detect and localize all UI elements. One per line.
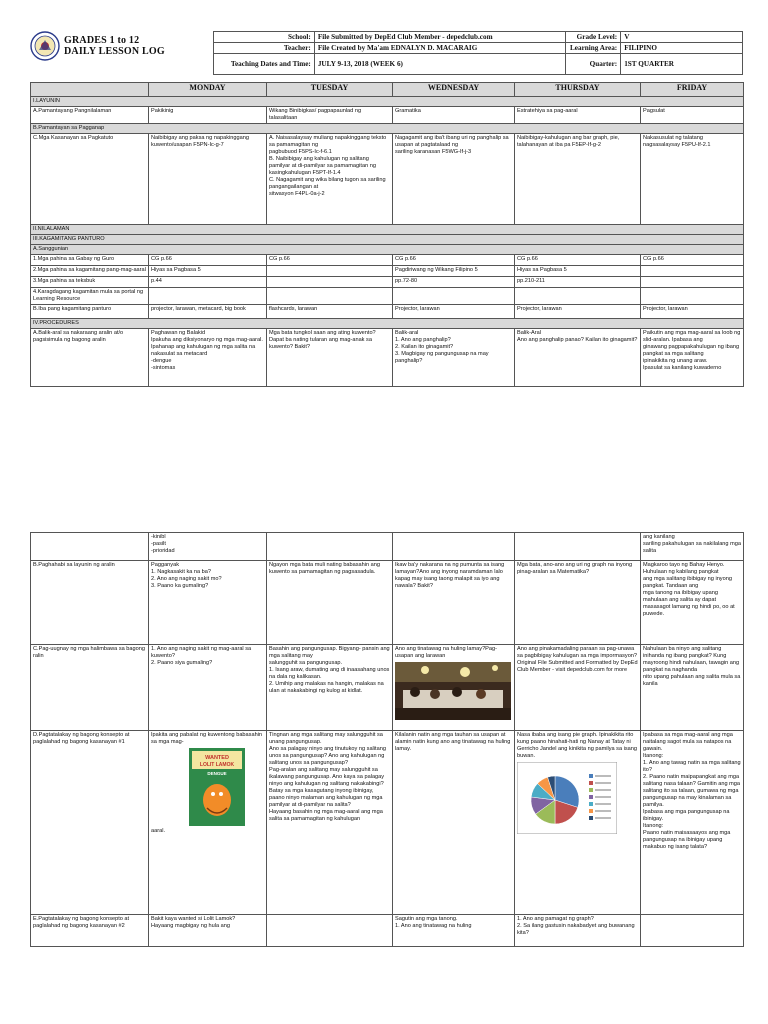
legend-line	[595, 810, 611, 812]
cell-thursday	[515, 561, 641, 645]
cell-text: Nasa ibaba ang isang pie graph. Ipinakikita rito kung paano hinahati-hati ng Nanay at Tatay ni Gerricho Jandel ang kinikita ng pamilya sa isang buwan.	[517, 732, 638, 759]
budget-pie-chart	[517, 762, 617, 834]
row-label: A.Pamantayang Pangnilalaman	[31, 107, 149, 124]
row-label: 2.Mga pahina sa kagamitang pang-mag-aaral	[31, 266, 149, 277]
cell-monday	[149, 266, 267, 277]
daily-lesson-log-label: DAILY LESSON LOG	[64, 46, 165, 57]
header-row-dates	[214, 54, 743, 75]
cell-text: Estratehiya sa pag-aaral	[517, 108, 578, 114]
deped-seal-logo	[30, 31, 60, 61]
cell-friday	[641, 731, 744, 915]
row-label	[31, 533, 149, 561]
book-cover-image	[189, 748, 245, 826]
cell-text: Ipakita ang pabalat ng kuwentong babasahin sa mga mag-	[151, 732, 263, 745]
cell-text: Mga bata tungkol saan ang ating kuwento? Dapat ba nating tularan ang mag-anak sa kuwento? Bakit?	[269, 330, 376, 350]
cell-tuesday	[267, 915, 393, 947]
cell-thursday	[515, 915, 641, 947]
cell-monday	[149, 533, 267, 561]
cell-text: CG p.66	[151, 256, 172, 262]
legend-line	[595, 789, 611, 791]
cell-monday	[149, 731, 267, 915]
cell-tuesday	[267, 305, 393, 319]
section-heading: B.Pamantayan sa Pagganap	[31, 124, 744, 134]
cell-tuesday	[267, 134, 393, 225]
day-header-monday: MONDAY	[149, 83, 267, 97]
svg-text:DENGUE: DENGUE	[207, 771, 227, 776]
cell-tuesday	[267, 533, 393, 561]
cell-wednesday	[393, 731, 515, 915]
legend-line	[595, 803, 611, 805]
cell-monday	[149, 561, 267, 645]
section-heading: IV.PROCEDURES	[31, 319, 744, 329]
cell-text: Pagganyak 1. Nagkasakit ka na ba? 2. Ano ang naging sakit mo? 3. Paano ka gumaling?	[151, 562, 222, 589]
cell-wednesday	[393, 533, 515, 561]
table-row	[31, 107, 744, 124]
day-header-friday: FRIDAY	[641, 83, 744, 97]
cell-monday	[149, 329, 267, 387]
cell-friday	[641, 255, 744, 266]
table-row	[31, 225, 744, 235]
row-label: 3.Mga pahina sa teksbuk	[31, 277, 149, 288]
lesson-plan-body-page1	[31, 97, 744, 387]
cell-text: Nahulaan ba ninyo ang salitang inihanda ng ibang pangkat? Kung mayroong hindi nahulaan, tawagin ang pangkat na naghanda nito upang pahulaan ang salita mula sa kanila	[643, 646, 741, 687]
cell-text: Ano ang pinakamadaling paraan sa pag-unawa sa pagbibigay kahulugan sa mga impormasyon? Original File Submitted and Formatted by DepEd Club Member - visit depedclub.com for more	[517, 646, 638, 673]
section-heading: III.KAGAMITANG PANTURO	[31, 235, 744, 245]
row-label: 1.Mga pahina sa Gabay ng Guro	[31, 255, 149, 266]
cell-text: projector, larawan, metacard, big book	[151, 306, 246, 312]
day-header-tuesday: TUESDAY	[267, 83, 393, 97]
cell-friday	[641, 266, 744, 277]
table-row	[31, 97, 744, 107]
cell-monday	[149, 915, 267, 947]
table-row	[31, 329, 744, 387]
cell-text: Gramatika	[395, 108, 421, 114]
quarter-label: Quarter:	[566, 54, 621, 75]
table-row	[31, 645, 744, 731]
cell-text: Hiyas sa Pagbasa 5	[517, 267, 567, 273]
cell-tuesday	[267, 277, 393, 288]
table-row	[31, 305, 744, 319]
svg-text:LOLIT LAMOK: LOLIT LAMOK	[199, 762, 235, 768]
legend-swatch	[589, 816, 593, 820]
cell-monday	[149, 645, 267, 731]
day-header-blank	[31, 83, 149, 97]
row-label: B.Iba pang kagamitang panturo	[31, 305, 149, 319]
teacher-value: File Created by Ma'am EDNALYN D. MACARAIG	[314, 43, 565, 54]
cell-text: flashcards, larawan	[269, 306, 318, 312]
cell-wednesday	[393, 561, 515, 645]
legend-line	[595, 796, 611, 798]
cell-thursday	[515, 305, 641, 319]
cell-wednesday	[393, 329, 515, 387]
cell-text: Wikang Binibigkas/ pagpapaunlad ng talasalitaan	[269, 108, 362, 121]
cell-text-tail: aaral.	[151, 828, 165, 834]
cell-tuesday	[267, 561, 393, 645]
cell-thursday	[515, 266, 641, 277]
cell-text: Pagsulat	[643, 108, 665, 114]
table-row	[31, 255, 744, 266]
cell-text: Pakikinig	[151, 108, 174, 114]
row-label: E.Pagtatalakay ng bagong konsepto at paglalahad ng bagong kasanayan #2	[31, 915, 149, 947]
day-header-wednesday: WEDNESDAY	[393, 83, 515, 97]
cell-thursday	[515, 329, 641, 387]
quarter-value: 1ST QUARTER	[621, 54, 743, 75]
legend-line	[595, 782, 611, 784]
cell-text: Basahin ang pangungusap. Bigyang- pansin ang mga salitang may salungguhit sa pangungusap. 1. Isang araw, dumating ang di inaasahang unos na dala ng kalikasan. 2. Umihip ang malakas na hangin, malakas na ulan at nakakabingi ng kulog at kidlat.	[269, 646, 390, 694]
cell-friday	[641, 329, 744, 387]
row-label: C.Mga Kasanayan sa Pagkatuto	[31, 134, 149, 225]
teaching-dates-label: Teaching Dates and Time:	[214, 54, 315, 75]
table-row	[31, 266, 744, 277]
section-heading: A.Sanggunian	[31, 245, 744, 255]
cell-friday	[641, 305, 744, 319]
cell-text: pp.72-80	[395, 278, 418, 284]
grade-level-value: V	[621, 32, 743, 43]
cell-text: Hiyas sa Pagbasa 5	[151, 267, 201, 273]
cell-text: Pagdiriwang ng Wikang Filipino 5	[395, 267, 478, 273]
cell-text: Paghawan ng Balakid Ipakuha ang diksiyonaryo ng mga mag-aaral. Ipahanap ang kahulugan ng mga salita na nakasulat sa metacard -dengue -sintomas	[151, 330, 263, 371]
cell-friday	[641, 134, 744, 225]
lesson-log-header	[30, 31, 743, 74]
cell-friday	[641, 288, 744, 305]
section-heading: II.NILALAMAN	[31, 225, 744, 235]
lesson-plan-body-page2	[31, 533, 744, 947]
cell-text: Nagagamit ang iba't ibang uri ng panghalip sa usapan at pagtatalaad ng sariling karanasan F5WG-If-j-3	[395, 135, 509, 155]
cell-text: Projector, larawan	[517, 306, 562, 312]
cell-wednesday	[393, 134, 515, 225]
cell-text: Bakit kaya wanted si Lolit Lamok? Hayaang magbigay ng hula ang	[151, 916, 236, 929]
cell-text: p.44	[151, 278, 162, 284]
lesson-log-title	[64, 35, 165, 57]
cell-text: Ikaw ba'y nakarana na ng pumunta sa isang lamayan?Ano ang inyong naramdaman lalo kapag may isang taong malapit sa iyo ang nawala? Bakit?	[395, 562, 505, 589]
lesson-plan-table-page1	[30, 82, 744, 387]
table-row	[31, 134, 744, 225]
legend-line	[595, 817, 611, 819]
cell-text: -kinibl -pasilt -prioridad	[151, 534, 175, 554]
cell-thursday	[515, 134, 641, 225]
cell-text: CG p.66	[517, 256, 538, 262]
cell-tuesday	[267, 329, 393, 387]
cell-text: Ngayon mga bata muli nating babasahin ang kuwento sa pamamagitan ng pagsasadula.	[269, 562, 381, 575]
row-label: B.Paghahabi sa layunin ng aralin	[31, 561, 149, 645]
cell-text: ang kanilang sariling pakahulugan sa nakilalang mga salita	[643, 534, 741, 554]
cell-thursday	[515, 255, 641, 266]
grades-label: GRADES 1 to 12	[64, 35, 140, 46]
cell-text: Naibibigay-kahulugan ang bar graph, pie, talahanayan at iba pa F5EP-If-g-2	[517, 135, 620, 148]
cell-wednesday	[393, 645, 515, 731]
learning-area-value: FILIPINO	[621, 43, 743, 54]
cell-wednesday	[393, 915, 515, 947]
day-header-thursday: THURSDAY	[515, 83, 641, 97]
section-heading: I.LAYUNIN	[31, 97, 744, 107]
cell-text: Balik-Aral Ano ang panghalip panao? Kailan ito ginagamit?	[517, 330, 638, 343]
cell-monday	[149, 288, 267, 305]
cell-text: pp.210-211	[517, 278, 545, 284]
cell-text: Tingnan ang mga salitang may salungguhit sa unang pangungusap. Ano sa palagay ninyo ang tinutukoy ng salitang unos sa pangungusap? Ano ang kahulugan ng salitang unos sa pangungusap? Pag-aralan ang salitang may salungguhit sa ikalawang pangungusap. Ano kaya sa palagay ninyo ang kahulugan ng salitang nakakabingi? Batay sa mga kasagutang inyong ibinigay, paano ninyo malaman ang kahulugan ng mga pamilyar at di-pamilyar na salita? Hayaang basahin ng mga mag-aaral ang mga salita sa pamamagitan ng kahulugan	[269, 732, 386, 822]
cell-thursday	[515, 107, 641, 124]
cell-text: CG p.66	[395, 256, 416, 262]
table-row	[31, 245, 744, 255]
cell-text: 1. Ano ang naging sakit ng mag-aaral sa kuwento? 2. Paano siya gumaling?	[151, 646, 252, 666]
wake-photo-image	[395, 662, 511, 720]
cell-thursday	[515, 533, 641, 561]
cell-text: Nakasusulat ng talatang nagsasalaysay F5PU-If-2.1	[643, 135, 711, 148]
cell-wednesday	[393, 255, 515, 266]
cell-wednesday	[393, 107, 515, 124]
cell-thursday	[515, 277, 641, 288]
table-row	[31, 288, 744, 305]
header-row-teacher	[214, 43, 743, 54]
cell-text: Sagutin ang mga tanong. 1. Ano ang tinatawag na huling	[395, 916, 472, 929]
cell-tuesday	[267, 645, 393, 731]
cell-thursday	[515, 288, 641, 305]
table-row	[31, 731, 744, 915]
cell-monday	[149, 134, 267, 225]
cell-tuesday	[267, 107, 393, 124]
table-row	[31, 561, 744, 645]
cell-monday	[149, 305, 267, 319]
cell-monday	[149, 277, 267, 288]
cell-wednesday	[393, 305, 515, 319]
row-label: 4.Karagdagang kagamitan mula sa portal ng Learning Resource	[31, 288, 149, 305]
cell-text: Ano ang tinatawag na huling lamay?Pag-usapan ang larawan	[395, 646, 498, 659]
table-row	[31, 235, 744, 245]
cell-monday	[149, 107, 267, 124]
cell-friday	[641, 107, 744, 124]
cell-text: Projector, larawan	[643, 306, 688, 312]
cell-text: Mga bata, ano-ano ang uri ng graph na inyong pinag-aralan sa Matematika?	[517, 562, 633, 575]
lesson-plan-table-page2	[30, 532, 744, 947]
cell-text: Ipabasa sa mga mag-aaral ang mga naitalang sagot mula sa natapos na gawain. Itanong: 1. Ano ang tawag natin sa mga salitang ito? 2. Paano natin maipapangkat ang mga salitang nasa talaan? Gamitin ang mga salitang ito sa talaan, gumawa ng mga pangungusap na may kinalaman sa pamilya. Ipabasa ang mga pangungusap na ibinigay. Itanong: Paano natin maisasaayos ang mga pangungusap na ibinigay upang makabuo ng isang talata?	[643, 732, 741, 850]
cell-text: Balik-aral 1. Ano ang panghalip? 2. Kailan ito ginagamit? 3. Magbigay ng pangungusap na may panghalip?	[395, 330, 489, 364]
cell-thursday	[515, 645, 641, 731]
day-header-row	[31, 83, 744, 97]
table-row	[31, 319, 744, 329]
header-info-table	[213, 31, 743, 75]
legend-line	[595, 775, 611, 777]
cell-text: 1. Ano ang pamagat ng graph? 2. Sa ilang gastusin nakabadyet ang buwanang kita?	[517, 916, 635, 936]
table-row	[31, 277, 744, 288]
row-label: A.Balik-aral sa nakaraang aralin at/o pagsisimula ng bagong aralin	[31, 329, 149, 387]
legend-swatch	[589, 809, 593, 813]
cell-text: CG p.66	[643, 256, 664, 262]
legend-swatch	[589, 795, 593, 799]
cell-text: Naibibigay ang paksa ng napakinggang kuwento/usapan F5PN-Ic-g-7	[151, 135, 249, 148]
school-value: File Submitted by DepEd Club Member - depedclub.com	[314, 32, 565, 43]
cell-tuesday	[267, 731, 393, 915]
cell-text: Magkaroo tayo ng Bahay Henyo. Huhulaan ng kabilang pangkat ang mga salitang ibibigay ng inyong pangkat. Tandaan ang mga tanong na ibibigay upang mahulaan ang salita ay dapat masasagot lamang ng hindi po, oo at puwede.	[643, 562, 735, 617]
teacher-label: Teacher:	[214, 43, 315, 54]
grade-level-label: Grade Level:	[566, 32, 621, 43]
cell-friday	[641, 561, 744, 645]
table-row	[31, 124, 744, 134]
cell-tuesday	[267, 255, 393, 266]
cell-friday	[641, 533, 744, 561]
header-row-school	[214, 32, 743, 43]
cell-thursday	[515, 731, 641, 915]
legend-swatch	[589, 788, 593, 792]
teaching-dates-value: JULY 9-13, 2018 (WEEK 6)	[314, 54, 565, 75]
table-row	[31, 533, 744, 561]
cell-wednesday	[393, 277, 515, 288]
learning-area-label: Learning Area:	[566, 43, 621, 54]
cell-text: Projector, larawan	[395, 306, 440, 312]
legend-swatch	[589, 774, 593, 778]
cell-tuesday	[267, 266, 393, 277]
row-label: C.Pag-uugnay ng mga halimbawa sa bagong ralin	[31, 645, 149, 731]
cell-monday	[149, 255, 267, 266]
row-label: D.Pagtatalakay ng bagong konsepto at paglalahad ng bagong kasanayan #1	[31, 731, 149, 915]
table-row	[31, 915, 744, 947]
cell-text: A. Naisasalaysay muliang napakinggang teksto sa pamamagitan ng pagbubuod F5PS-Ic-f-6.1 B. Naibibigay ang kahulugan ng salitang pamilyar at di-pamilyar sa pamamagitan ng kasingkahulugan F5PT-If-1.4 C. Nagagamit ang wika bilang tugon sa sariling pangangailangan at sitwasyon F4PL-0a-j-2	[269, 135, 387, 197]
legend-swatch	[589, 781, 593, 785]
cell-text: Kilalanin natin ang mga tauhan sa usapan at alamin natin kung ano ang tinatawag na huling lamay.	[395, 732, 511, 752]
cell-friday	[641, 277, 744, 288]
cell-tuesday	[267, 288, 393, 305]
cell-friday	[641, 645, 744, 731]
cell-text: Paikutin ang mga mag-aaral sa loob ng slid-aralan. Ipabasa ang ginawang pagpapakahulugan ng ibang pangkat sa mga salitang ipinakikita ng unang araw. Ipasulat sa kanilang kuwaderno	[643, 330, 741, 371]
cell-wednesday	[393, 266, 515, 277]
cell-text: CG p.66	[269, 256, 290, 262]
svg-text:WANTED: WANTED	[205, 755, 229, 761]
cell-wednesday	[393, 288, 515, 305]
school-label: School:	[214, 32, 315, 43]
legend-swatch	[589, 802, 593, 806]
cell-friday	[641, 915, 744, 947]
